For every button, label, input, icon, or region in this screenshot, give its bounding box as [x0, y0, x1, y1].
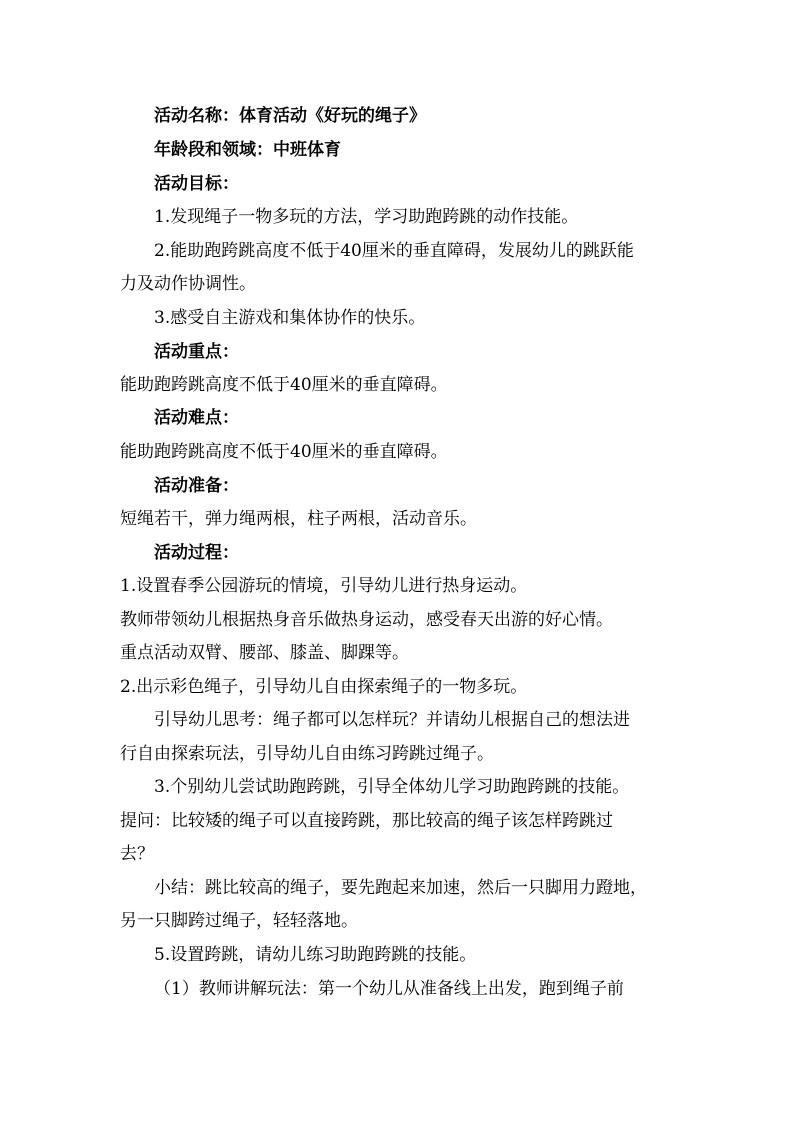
process-heading: 活动过程：	[154, 543, 239, 563]
focus-heading: 活动重点：	[154, 342, 239, 362]
focus-line: 能助跑跨跳高度不低于40厘米的垂直障碍。	[120, 375, 448, 395]
goals-heading: 活动目标：	[154, 174, 239, 194]
goal-2-continuation: 力及动作协调性。	[120, 274, 256, 294]
goal-3-line: 3.感受自主游戏和集体协作的快乐。	[154, 308, 426, 328]
age-domain-line: 年龄段和领域：中班体育	[154, 140, 341, 160]
process-question: 提问：比较矮的绳子可以直接跨跳，那比较高的绳子该怎样跨跳过	[120, 811, 613, 831]
process-question-continuation: 去？	[120, 844, 154, 864]
goal-1-line: 1.发现绳子一物多玩的方法，学习助跑跨跳的动作技能。	[154, 207, 579, 227]
process-step-2-continuation: 行自由探索玩法，引导幼儿自由练习跨跳过绳子。	[120, 744, 494, 764]
process-summary: 小结：跳比较高的绳子，要先跑起来加速，然后一只脚用力蹬地，	[154, 878, 647, 898]
difficulty-heading: 活动难点：	[154, 408, 239, 428]
process-step-1: 1.设置春季公园游玩的情境，引导幼儿进行热身运动。	[120, 576, 528, 596]
process-step-2: 2.出示彩色绳子，引导幼儿自由探索绳子的一物多玩。	[120, 677, 528, 697]
goal-2-line: 2.能助跑跨跳高度不低于40厘米的垂直障碍，发展幼儿的跳跃能	[154, 241, 634, 261]
process-summary-continuation: 另一只脚跨过绳子，轻轻落地。	[120, 911, 358, 931]
process-step-3: 3.个别幼儿尝试助跑跨跳，引导全体幼儿学习助跑跨跳的技能。	[154, 777, 630, 797]
process-step-5: 5.设置跨跳，请幼儿练习助跑跨跳的技能。	[154, 945, 477, 965]
process-step-1-detail-2: 重点活动双臂、腰部、膝盖、脚踝等。	[120, 643, 409, 663]
preparation-line: 短绳若干，弹力绳两根，柱子两根，活动音乐。	[120, 509, 477, 529]
preparation-heading: 活动准备：	[154, 476, 239, 496]
process-step-1-detail: 教师带领幼儿根据热身音乐做热身运动，感受春天出游的好心情。	[120, 610, 613, 630]
activity-name-line: 活动名称：体育活动《好玩的绳子》	[154, 106, 426, 126]
difficulty-line: 能助跑跨跳高度不低于40厘米的垂直障碍。	[120, 442, 448, 462]
process-step-5-item-1: （1）教师讲解玩法：第一个幼儿从准备线上出发，跑到绳子前	[154, 979, 624, 999]
process-step-2-detail: 引导幼儿思考：绳子都可以怎样玩？并请幼儿根据自己的想法进	[154, 710, 630, 730]
